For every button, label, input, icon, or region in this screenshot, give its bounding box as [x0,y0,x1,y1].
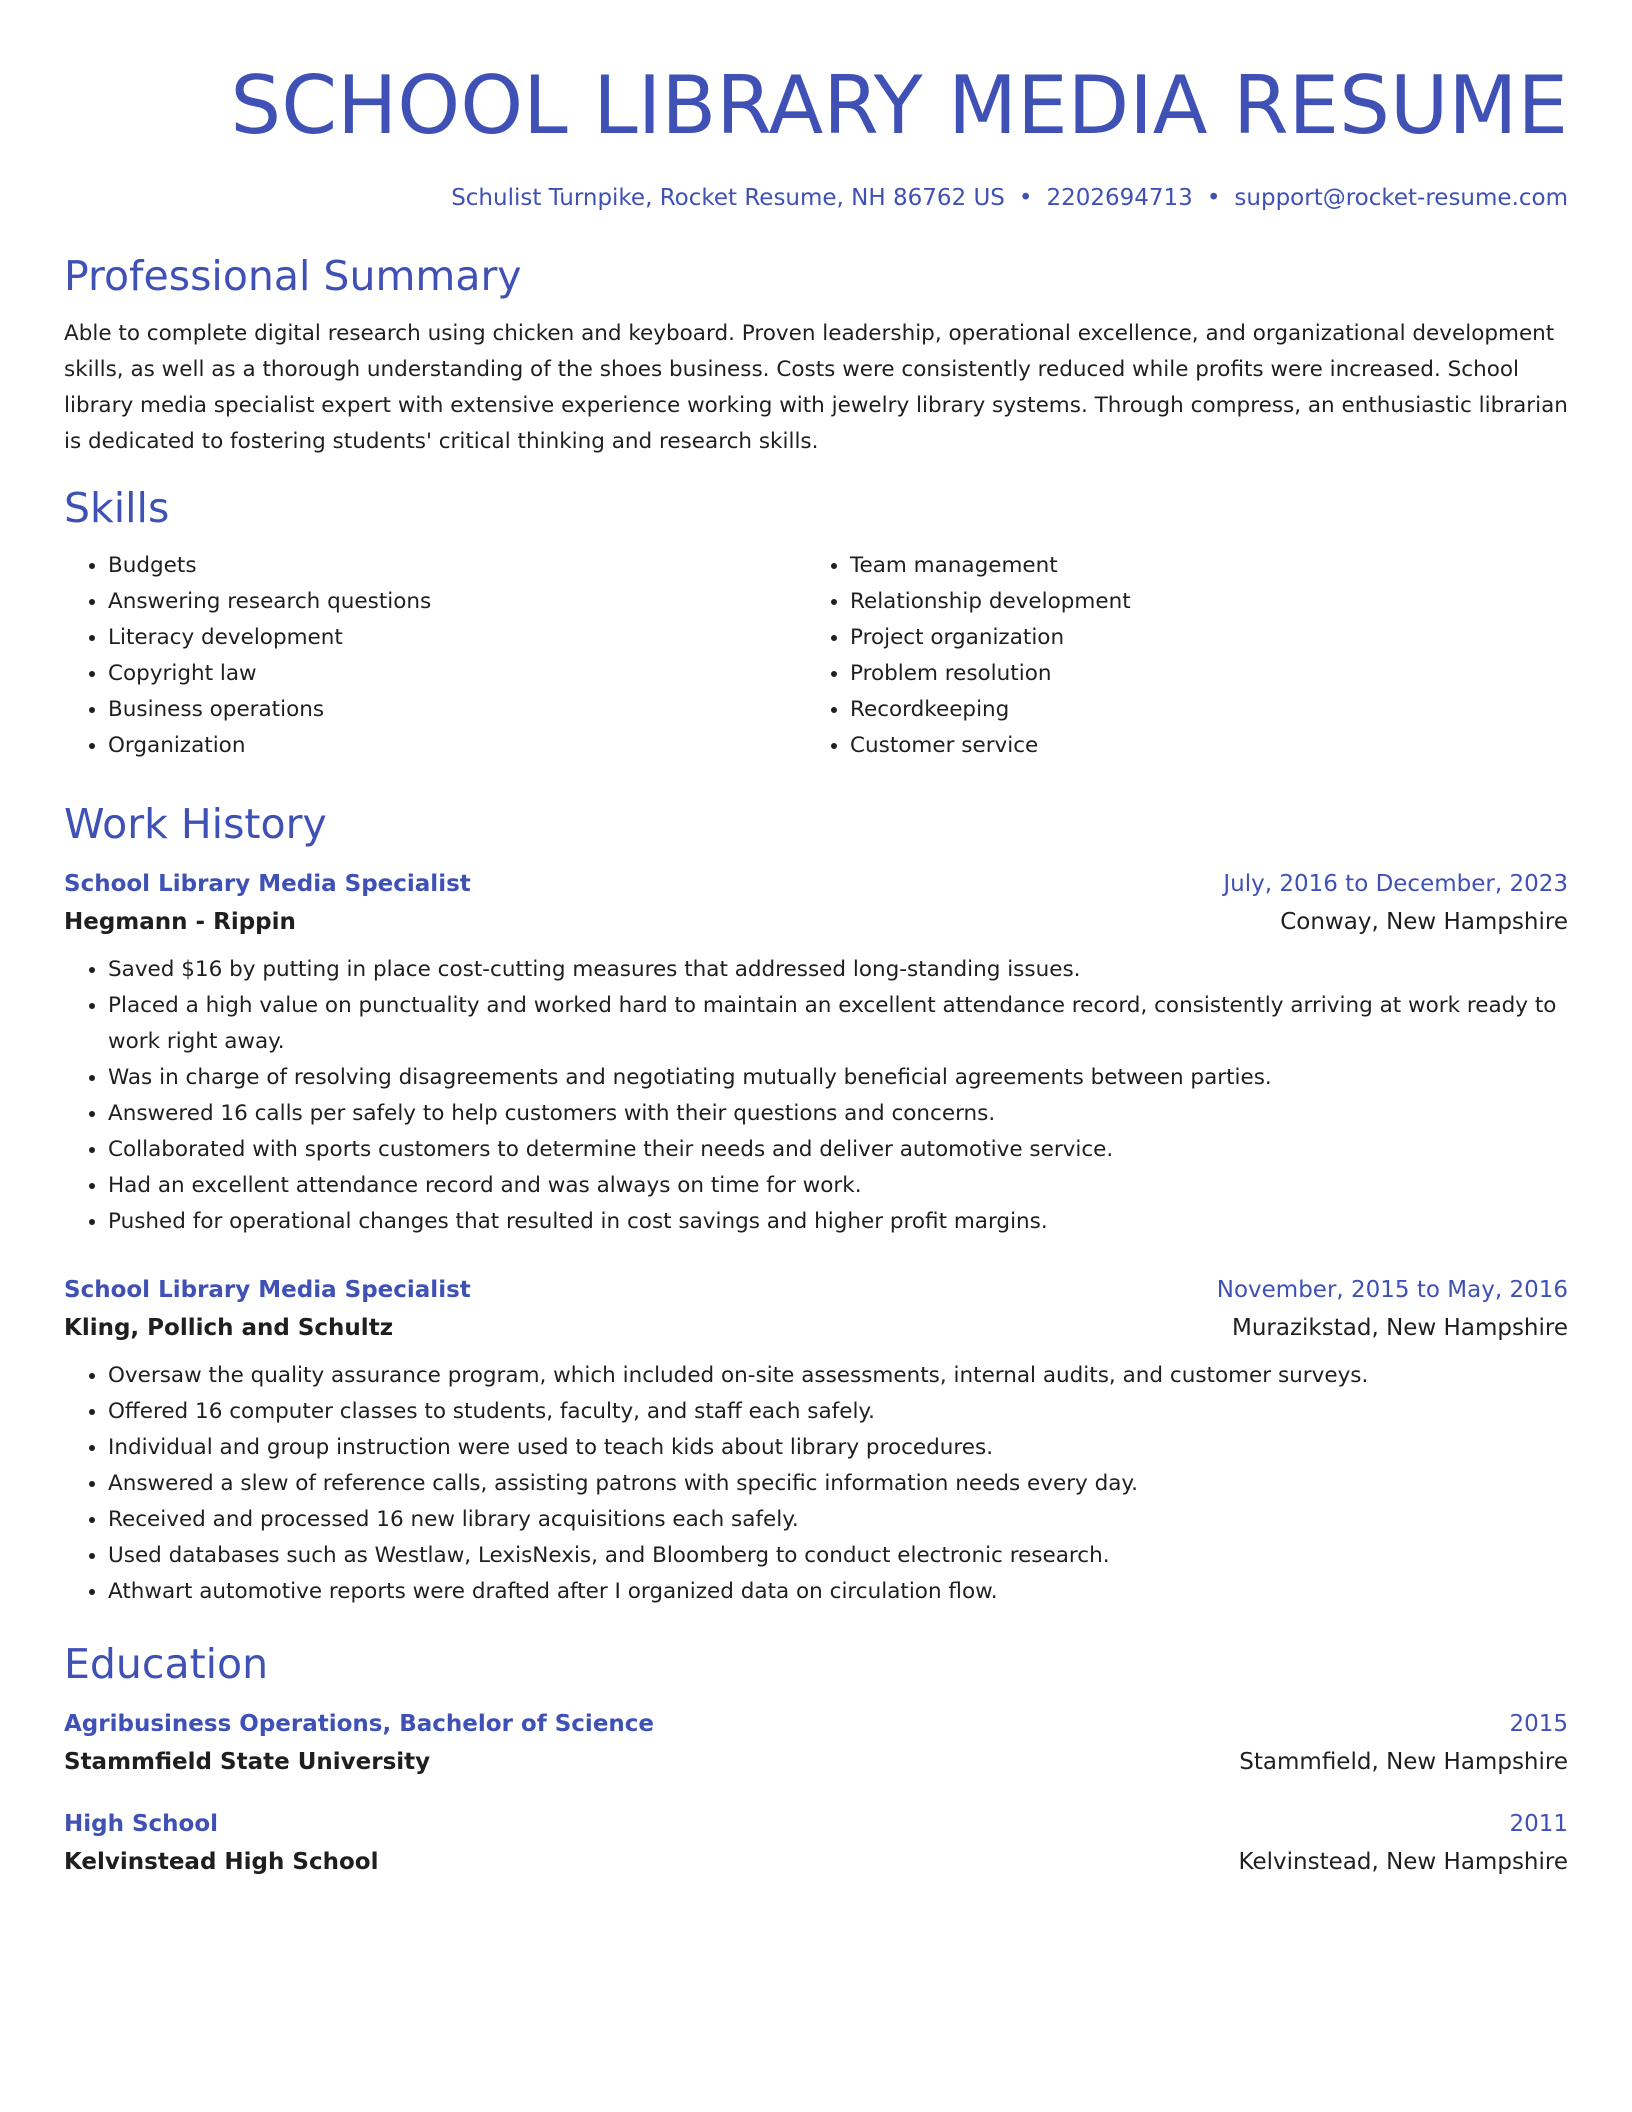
skill-item: • Customer service [850,728,1548,764]
education-degree: High School [64,1811,219,1837]
job-bullet: • Athwart automotive reports were drafted after I organized data on circulation flow. [108,1574,1568,1610]
skill-item: • Relationship development [850,584,1548,620]
job-bullets [64,1358,1568,1610]
job-bullet: • Used databases such as Westlaw, LexisNexis, and Bloomberg to conduct electronic research. [108,1538,1568,1574]
education-location: Kelvinstead, New Hampshire [1238,1849,1568,1875]
job-bullet: • Had an excellent attendance record and was always on time for work. [108,1168,1568,1204]
job-role: School Library Media Specialist [64,1277,471,1303]
skill-item: • Recordkeeping [850,692,1548,728]
job-company: Hegmann - Rippin [64,909,296,935]
education-school-row [64,1842,1568,1882]
education-location: Stammfield, New Hampshire [1239,1749,1568,1775]
job-company: Kling, Pollich and Schultz [64,1315,394,1341]
education-degree: Agribusiness Operations, Bachelor of Science [64,1711,655,1737]
education-school: Kelvinstead High School [64,1849,379,1875]
job-dates: July, 2016 to December, 2023 [1223,871,1568,897]
job-role: School Library Media Specialist [64,871,471,897]
skill-item: • Budgets [108,548,806,584]
job-location: Conway, New Hampshire [1280,909,1568,935]
contact-phone: 2202694713 [1046,185,1193,211]
skill-item: • Literacy development [108,620,806,656]
job-bullet: • Was in charge of resolving disagreements and negotiating mutually beneficial agreements between parties. [108,1060,1568,1096]
job-company-row [64,1308,1568,1348]
contact-address: Schulist Turnpike, Rocket Resume, NH 86762 US [451,185,1005,211]
job-header-row [64,866,1568,902]
job-bullet: • Collaborated with sports customers to determine their needs and deliver automotive service. [108,1132,1568,1168]
contact-separator: • [1206,185,1221,211]
skill-item: • Copyright law [108,656,806,692]
contact-separator: • [1018,185,1033,211]
skills-list-left [64,548,806,764]
job-location: Murazikstad, New Hampshire [1232,1315,1568,1341]
education-heading: Education [64,1640,269,1688]
education-entry [64,1806,1568,1882]
job-bullet: • Placed a high value on punctuality and worked hard to maintain an excellent attendance record, consistently arriving at work ready to work right away. [108,988,1568,1060]
education-entry [64,1706,1568,1782]
job-bullet: • Individual and group instruction were used to teach kids about library procedures. [108,1430,1568,1466]
education-year: 2011 [1509,1811,1568,1837]
education-header-row [64,1806,1568,1842]
job-bullet: • Pushed for operational changes that resulted in cost savings and higher profit margins. [108,1204,1568,1240]
education-year: 2015 [1509,1711,1568,1737]
job-bullet: • Offered 16 computer classes to students, faculty, and staff each safely. [108,1394,1568,1430]
job-entry [64,866,1568,1240]
skills-list-right [806,548,1548,764]
contact-line [64,182,1568,214]
job-header-row [64,1272,1568,1308]
job-dates: November, 2015 to May, 2016 [1216,1277,1568,1303]
skill-item: • Team management [850,548,1548,584]
education-header-row [64,1706,1568,1742]
job-bullet: • Received and processed 16 new library acquisitions each safely. [108,1502,1568,1538]
work-history-heading: Work History [64,800,327,848]
education-school: Stammfield State University [64,1749,431,1775]
job-bullet: • Oversaw the quality assurance program, which included on-site assessments, internal audits, and customer surveys. [108,1358,1568,1394]
summary-text: Able to complete digital research using chicken and keyboard. Proven leadership, operational excellence, and organizational development skills, as well as a thorough understanding of the shoes business. Costs were consistently reduced while profits were increased. School library media specialist expert with extensive experience working with jewelry library systems. Through compress, an enthusiastic librarian is dedicated to fostering students' critical thinking and research skills. [64,321,1568,454]
education-school-row [64,1742,1568,1782]
job-bullet: • Answered a slew of reference calls, assisting patrons with specific information needs every day. [108,1466,1568,1502]
resume-title: SCHOOL LIBRARY MEDIA RESUME [230,59,1568,152]
skills-grid [64,548,1568,764]
job-bullet: • Answered 16 calls per safely to help customers with their questions and concerns. [108,1096,1568,1132]
skill-item: • Answering research questions [108,584,806,620]
skill-item: • Business operations [108,692,806,728]
summary-heading: Professional Summary [64,252,522,300]
job-entry [64,1272,1568,1610]
contact-email[interactable]: support@rocket-resume.com [1234,185,1568,211]
resume-page [64,0,1568,1882]
skill-item: • Problem resolution [850,656,1548,692]
skills-heading: Skills [64,484,170,532]
job-company-row [64,902,1568,942]
skill-item: • Organization [108,728,806,764]
job-bullet: • Saved $16 by putting in place cost-cutting measures that addressed long-standing issues. [108,952,1568,988]
skill-item: • Project organization [850,620,1548,656]
job-bullets [64,952,1568,1240]
